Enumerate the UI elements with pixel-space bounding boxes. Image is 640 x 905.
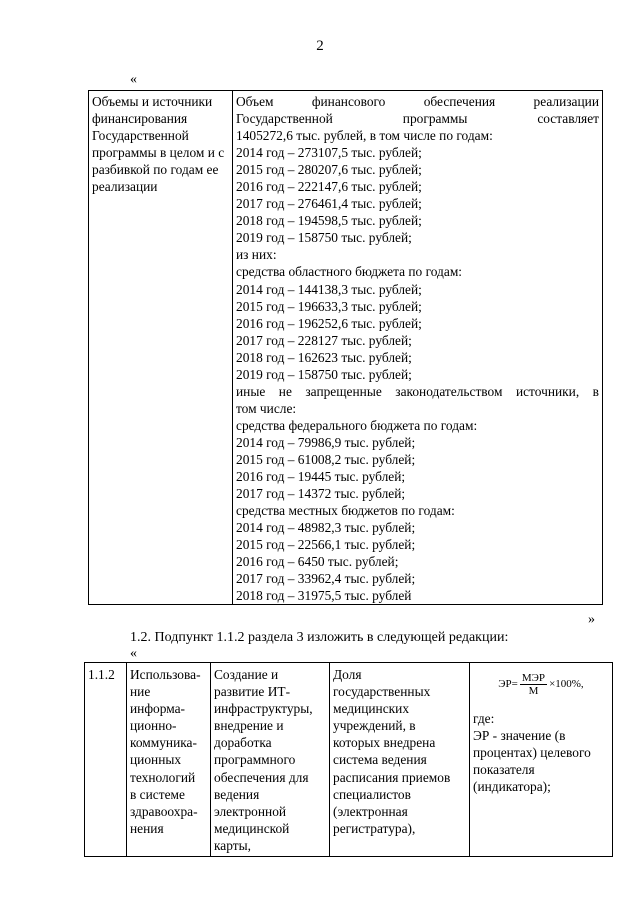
activity-line: в системе [130,786,185,802]
financing-line: 2015 год – 22566,1 тыс. рублей; [236,537,416,553]
financing-intro-line: 1405272,6 тыс. рублей, в том числе по годам: [236,128,493,144]
indicator-line: учреждений, в [333,718,416,734]
financing-line: средства областного бюджета по годам: [236,264,463,280]
measures-line: доработка [214,735,272,751]
financing-line: 2019 год – 158750 тыс. рублей; [236,366,412,382]
measures-line: электронной [214,803,287,819]
measures-line: обеспечения для [214,769,309,785]
financing-line: 2016 год – 6450 тыс. рублей; [236,554,399,570]
activity-line: нения [130,820,164,836]
activity-line: здравоохра- [130,803,198,819]
formula-note-line: процентах) целевого [473,745,591,761]
formula-rhs: ×100%, [549,678,584,691]
indicator-line: регистратура), [333,820,416,836]
financing-line: из них: [236,247,277,263]
financing-line: 2015 год – 280207,6 тыс. рублей; [236,162,422,178]
activity-line: технологий [130,769,196,785]
activity-line: ние [130,684,151,700]
financing-line: 2016 год – 222147,6 тыс. рублей; [236,179,422,195]
financing-line: 2014 год – 48982,3 тыс. рублей; [236,520,416,536]
indicator-line: государственных [333,684,431,700]
measures-cell [211,663,330,857]
indicator-formula [473,672,609,700]
measures-line: инфраструктуры, [214,701,313,717]
financing-line: 2018 год – 194598,5 тыс. рублей; [236,213,422,229]
measures-line: программного [214,752,296,768]
other-sources-line: том числе: [236,400,297,416]
indicator-cell [330,663,470,857]
measures-line: ведения [214,786,260,802]
formula-denominator: М [528,685,539,697]
indicator-line: Доля [333,667,362,682]
activity-line: коммуника- [130,735,197,751]
activity-cell [127,663,211,857]
formula-note-line: (индикатора); [473,779,551,795]
financing-line: 2017 год – 276461,4 тыс. рублей; [236,196,422,212]
page-number: 2 [316,38,324,54]
measures-line: внедрение и [214,718,284,734]
financing-intro-line: Государственной программы составляет [236,111,599,127]
financing-line: 2016 год – 19445 тыс. рублей; [236,469,406,485]
measures-line: развитие ИТ- [214,684,291,700]
measures-line: медицинской [214,820,290,836]
formula-numerator: МЭР [521,672,546,684]
formula-note-line: где: [473,711,495,726]
opening-quote-2: « [130,646,137,661]
indicator-line: специалистов [333,786,411,802]
indicator-line: расписания приемов [333,769,451,785]
indicator-line: которых внедрена [333,735,436,751]
financing-line: 2017 год – 228127 тыс. рублей; [236,332,412,348]
financing-line: 2019 год – 158750 тыс. рублей; [236,230,412,246]
financing-line: средства местных бюджетов по годам: [236,503,455,519]
closing-quote: » [588,612,595,627]
activity-line: ционных [130,752,182,768]
amendment-paragraph: 1.2. Подпункт 1.1.2 раздела 3 изложить в следующей редакции: [130,630,509,645]
indicator-line: система ведения [333,752,427,768]
financing-line: 2018 год – 162623 тыс. рублей; [236,349,412,365]
item-number-cell: 1.1.2 [85,663,127,857]
financing-line: 2017 год – 33962,4 тыс. рублей; [236,571,416,587]
financing-line: 2015 год – 61008,2 тыс. рублей; [236,451,416,467]
financing-line: 2017 год – 14372 тыс. рублей; [236,486,406,502]
financing-line: 2014 год – 273107,5 тыс. рублей; [236,145,422,161]
formula-lhs: ЭР= [498,678,518,691]
indicator-line: медицинских [333,701,410,717]
other-sources-line: иные не запрещенные законодательством источники, в [236,383,599,399]
financing-line: средства федерального бюджета по годам: [236,417,478,433]
activity-line: Использова- [130,667,201,682]
financing-table [88,90,603,605]
financing-intro-line: Объем финансового обеспечения реализации [236,94,599,109]
opening-quote: « [130,72,137,87]
financing-line: 2018 год – 31975,5 тыс. рублей [236,588,412,604]
financing-details-cell [233,91,603,605]
financing-line: 2014 год – 144138,3 тыс. рублей; [236,281,422,297]
activity-line: ционно- [130,718,177,734]
indicator-line: (электронная [333,803,408,819]
formula-fraction [520,672,547,697]
formula-note-line: ЭР - значение (в [473,728,566,744]
financing-line: 2014 год – 79986,9 тыс. рублей; [236,434,416,450]
activity-line: информа- [130,701,185,717]
measures-line: Создание и [214,667,279,682]
measures-line: карты, [214,837,251,853]
formula-cell [470,663,613,857]
financing-line: 2016 год – 196252,6 тыс. рублей; [236,315,422,331]
indicator-table [84,662,613,857]
financing-line: 2015 год – 196633,3 тыс. рублей; [236,298,422,314]
formula-note-line: показателя [473,762,535,778]
financing-label-cell: Объемы и источники финансирования Государственной программы в целом и с разбивкой по годам ее реализации [89,91,233,605]
